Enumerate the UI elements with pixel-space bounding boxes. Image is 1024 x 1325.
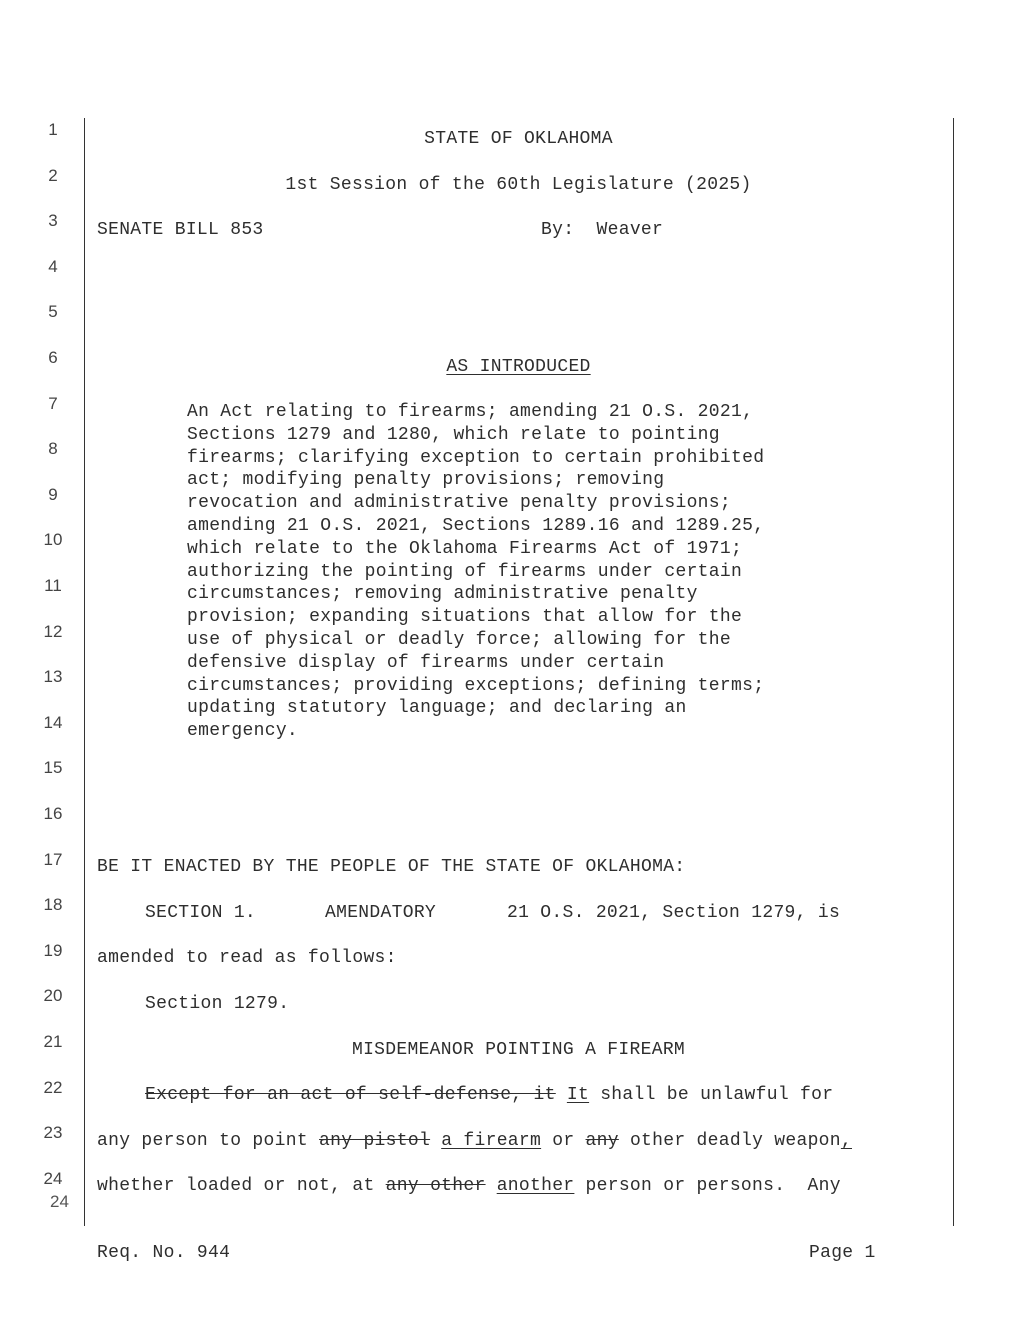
title-line: Sections 1279 and 1280, which relate to pointing bbox=[187, 424, 720, 445]
body-text: person or persons. Any bbox=[574, 1176, 841, 1196]
line-number-fragment: 24 bbox=[50, 1192, 69, 1211]
title-line: emergency. bbox=[187, 721, 299, 742]
page-number: Page 1 bbox=[809, 1243, 876, 1263]
title-line: firearms; clarifying exception to certain prohibited bbox=[187, 447, 765, 468]
body-text: any person to point bbox=[97, 1131, 320, 1151]
state-heading: STATE OF OKLAHOMA bbox=[424, 129, 613, 149]
section-intro: amended to read as follows: bbox=[97, 948, 397, 968]
title-line: which relate to the Oklahoma Firearms Act of 1971; bbox=[187, 538, 743, 559]
inserted-text: another bbox=[496, 1176, 575, 1196]
section-label: SECTION 1. bbox=[145, 903, 257, 923]
line-number: 8 bbox=[48, 439, 58, 459]
body-line-22 bbox=[145, 1085, 833, 1105]
section-heading: Section 1279. bbox=[145, 994, 290, 1014]
line-number: 3 bbox=[48, 211, 58, 231]
enacting-clause: BE IT ENACTED BY THE PEOPLE OF THE STATE OF OKLAHOMA: bbox=[97, 857, 686, 877]
body-text: or bbox=[541, 1131, 586, 1151]
line-number: 23 bbox=[43, 1123, 63, 1143]
line-number: 16 bbox=[43, 804, 63, 823]
line-number: 6 bbox=[48, 348, 58, 367]
inserted-text: It bbox=[566, 1085, 590, 1105]
section-type: AMENDATORY bbox=[325, 903, 437, 923]
body-text: whether loaded or not, at bbox=[97, 1176, 386, 1196]
struck-text: any other bbox=[385, 1176, 486, 1196]
line-number: 11 bbox=[44, 576, 62, 595]
line-number: 21 bbox=[43, 1032, 63, 1051]
line-number: 17 bbox=[43, 849, 63, 869]
line-number: 4 bbox=[48, 256, 58, 276]
title-line: amending 21 O.S. 2021, Sections 1289.16 and 1289.25, bbox=[187, 515, 765, 536]
request-number: Req. No. 944 bbox=[97, 1243, 231, 1263]
bill-status bbox=[84, 357, 953, 377]
right-margin-rule bbox=[953, 118, 954, 1226]
title-line: revocation and administrative penalty provisions; bbox=[187, 493, 731, 514]
section-citation: 21 O.S. 2021, Section 1279, is bbox=[507, 903, 841, 923]
title-line: act; modifying penalty provisions; removing bbox=[187, 470, 665, 491]
line-number: 14 bbox=[43, 712, 63, 732]
bill-author: By: Weaver bbox=[541, 220, 664, 240]
struck-text: any bbox=[585, 1131, 619, 1151]
inserted-text: a firearm bbox=[441, 1131, 542, 1151]
title-line: An Act relating to firearms; amending 21 O.S. 2021, bbox=[187, 402, 754, 422]
line-number: 5 bbox=[48, 302, 58, 322]
line-number: 24 bbox=[43, 1168, 63, 1188]
title-line: circumstances; removing administrative penalty bbox=[187, 584, 698, 605]
body-line-23 bbox=[97, 1131, 852, 1151]
title-line: circumstances; providing exceptions; defining terms; bbox=[187, 675, 765, 696]
line-number: 9 bbox=[48, 484, 58, 504]
struck-text: any pistol bbox=[319, 1131, 431, 1151]
line-number: 12 bbox=[43, 621, 63, 641]
inserted-text: , bbox=[840, 1131, 852, 1151]
title-line: provision; expanding situations that allow for the bbox=[187, 607, 743, 628]
line-number: 10 bbox=[43, 530, 63, 550]
title-line: defensive display of firearms under certain bbox=[187, 652, 665, 673]
title-line: authorizing the pointing of firearms under certain bbox=[187, 561, 743, 582]
line-number: 22 bbox=[43, 1077, 63, 1097]
line-number: 18 bbox=[43, 895, 63, 915]
bill-number: SENATE BILL 853 bbox=[97, 220, 264, 240]
bill-title-block bbox=[187, 401, 847, 743]
body-line-24 bbox=[97, 1176, 841, 1196]
line-number: 15 bbox=[43, 758, 63, 778]
struck-text: Except for an act of self-defense, it bbox=[145, 1085, 556, 1105]
line-number: 7 bbox=[48, 393, 58, 413]
bill-status-text: AS INTRODUCED bbox=[446, 357, 591, 377]
body-text: other deadly weapon bbox=[618, 1131, 841, 1151]
line-number: 20 bbox=[43, 986, 63, 1006]
line-number: 1 bbox=[48, 120, 58, 139]
line-number: 2 bbox=[48, 165, 58, 185]
line-number: 19 bbox=[43, 940, 63, 960]
line-number: 13 bbox=[43, 667, 63, 687]
section-catchline: MISDEMEANOR POINTING A FIREARM bbox=[351, 1040, 686, 1060]
body-text: shall be unlawful for bbox=[589, 1085, 834, 1105]
session-heading: 1st Session of the 60th Legislature (2025) bbox=[285, 175, 752, 195]
title-line: use of physical or deadly force; allowing for the bbox=[187, 629, 731, 650]
title-line: updating statutory language; and declaring an bbox=[187, 698, 687, 719]
